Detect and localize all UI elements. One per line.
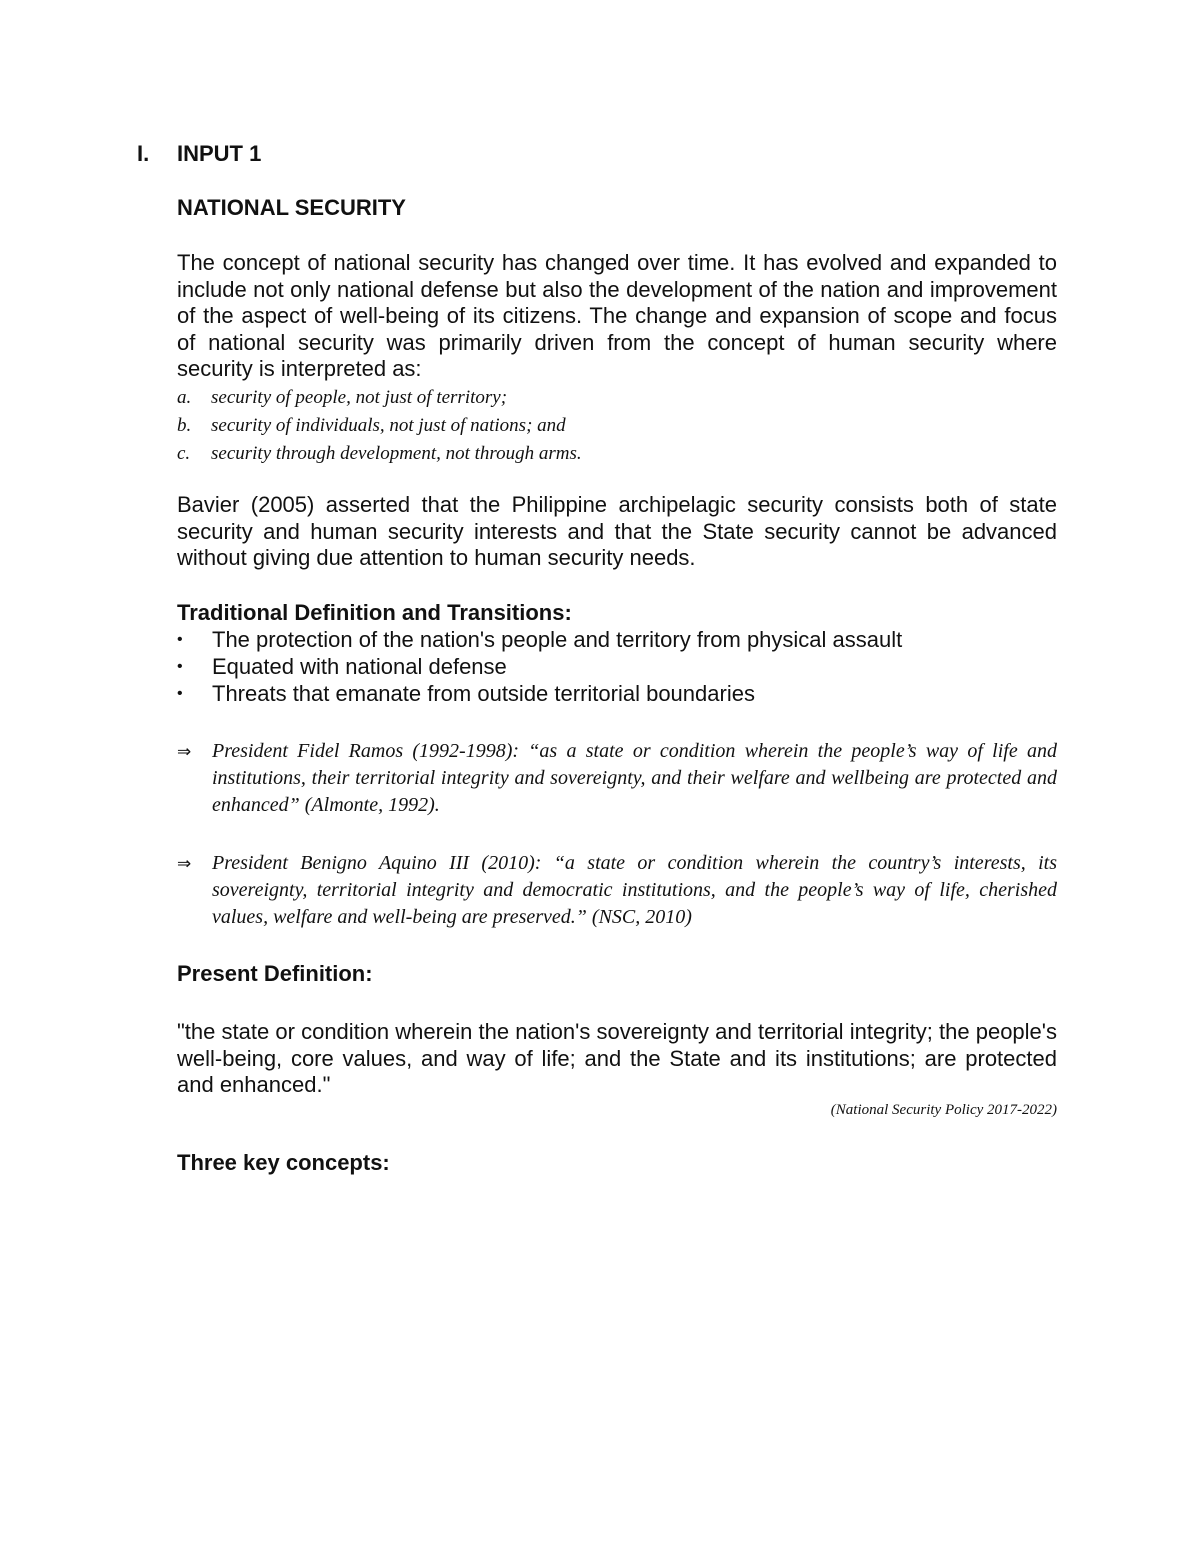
arrow-icon: ⇒	[177, 854, 192, 874]
list-item-label: b.	[177, 415, 192, 436]
intro-paragraph: The concept of national security has changed over time. It has evolved and expanded to include not only national defense but also the development of the nation and improvement of the aspect of well-being of its citizens. The change and expansion of scope and focus of national security was primarily driven from the concept of human security where security is interpreted as:	[177, 250, 1057, 381]
bullet-icon: •	[177, 631, 183, 648]
list-item-text: security of individuals, not just of nations; and	[211, 415, 566, 436]
list-item-label: a.	[177, 387, 192, 408]
bavier-paragraph: Bavier (2005) asserted that the Philippine archipelagic security consists both of state security and human security interests and that the State security cannot be advanced without giving due attention to human security needs.	[177, 492, 1057, 570]
ramos-quote: President Fidel Ramos (1992-1998): “as a state or condition wherein the people’s way of life and institutions, their territorial integrity and sovereignty, and their welfare and wellbeing are protected and enhanced” (Almonte, 1992).	[212, 740, 1057, 816]
list-item	[177, 626, 902, 653]
citation: (National Security Policy 2017-2022)	[830, 1102, 1057, 1118]
list-item-text: security of people, not just of territory;	[211, 387, 508, 408]
traditional-bullet-list	[177, 626, 902, 707]
list-item-text: security through development, not through arms.	[211, 443, 582, 464]
list-item	[177, 440, 582, 468]
arrow-icon: ⇒	[177, 742, 192, 762]
bullet-icon: •	[177, 685, 183, 702]
list-item-label: c.	[177, 443, 191, 464]
national-security-heading: NATIONAL SECURITY	[177, 195, 406, 220]
list-item-text: The protection of the nation's people and territory from physical assault	[212, 627, 903, 652]
three-key-concepts-heading: Three key concepts:	[177, 1150, 390, 1175]
security-list	[177, 384, 582, 468]
list-item	[177, 653, 902, 680]
traditional-heading: Traditional Definition and Transitions:	[177, 600, 572, 625]
list-item	[177, 384, 582, 412]
section-heading	[137, 141, 261, 167]
aquino-quote-block	[177, 850, 1057, 931]
section-title: INPUT 1	[177, 141, 262, 166]
section-number: I.	[137, 141, 150, 166]
present-definition-heading: Present Definition:	[177, 961, 373, 986]
aquino-quote: President Benigno Aquino III (2010): “a state or condition wherein the country’s interests, its sovereignty, territorial integrity and democratic institutions, and the people’s way of life, cherished values, welfare and well-being are preserved.” (NSC, 2010)	[212, 852, 1057, 928]
list-item-text: Equated with national defense	[212, 654, 507, 679]
present-definition-text: "the state or condition wherein the nation's sovereignty and territorial integrity; the people's well-being, core values, and way of life; and the State and its institutions; are protected and enhanced."	[177, 1019, 1057, 1097]
bullet-icon: •	[177, 658, 183, 675]
list-item-text: Threats that emanate from outside territorial boundaries	[212, 681, 755, 706]
list-item	[177, 412, 582, 440]
list-item	[177, 680, 902, 707]
ramos-quote-block	[177, 738, 1057, 819]
